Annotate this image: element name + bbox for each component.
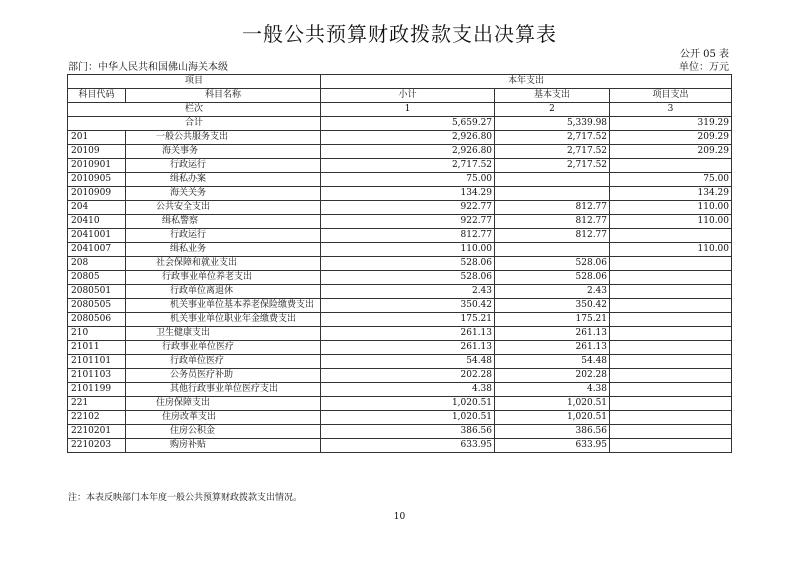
total-label: 合计 xyxy=(68,117,321,131)
row-code: 2210201 xyxy=(68,425,126,439)
table-row xyxy=(68,229,732,243)
header-name: 科目名称 xyxy=(126,89,321,103)
table-row xyxy=(68,397,732,411)
table-row xyxy=(68,369,732,383)
row-project xyxy=(610,159,732,173)
table-row xyxy=(68,383,732,397)
table-row xyxy=(68,131,732,145)
row-name: 缉私业务 xyxy=(126,243,321,257)
row-name: 社会保障和就业支出 xyxy=(126,257,321,271)
row-subtotal: 350.42 xyxy=(321,299,495,313)
row-basic: 54.48 xyxy=(495,355,610,369)
row-basic: 812.77 xyxy=(495,215,610,229)
row-basic: 2,717.52 xyxy=(495,145,610,159)
unit-label: 单位：万元 xyxy=(679,62,729,73)
row-code: 2101101 xyxy=(68,355,126,369)
total-basic: 5,339.98 xyxy=(495,117,610,131)
table-row xyxy=(68,355,732,369)
row-basic: 633.95 xyxy=(495,439,610,453)
header-item: 项目 xyxy=(68,75,321,89)
row-project: 134.29 xyxy=(610,187,732,201)
row-code: 2080501 xyxy=(68,285,126,299)
table-row xyxy=(68,299,732,313)
row-subtotal: 261.13 xyxy=(321,341,495,355)
row-basic: 175.21 xyxy=(495,313,610,327)
row-subtotal: 528.06 xyxy=(321,257,495,271)
table-row xyxy=(68,159,732,173)
table-row xyxy=(68,341,732,355)
row-subtotal: 528.06 xyxy=(321,271,495,285)
row-name: 缉私警察 xyxy=(126,215,321,229)
table-row xyxy=(68,243,732,257)
row-code: 2041007 xyxy=(68,243,126,257)
row-basic: 812.77 xyxy=(495,229,610,243)
row-name: 公共安全支出 xyxy=(126,201,321,215)
row-project xyxy=(610,411,732,425)
row-project xyxy=(610,299,732,313)
row-subtotal: 1,020.51 xyxy=(321,397,495,411)
row-code: 221 xyxy=(68,397,126,411)
row-code: 2041001 xyxy=(68,229,126,243)
column-number-3: 3 xyxy=(610,103,732,117)
footnote: 注：本表反映部门本年度一般公共预算财政拨款支出情况。 xyxy=(68,493,303,503)
row-name: 住房改革支出 xyxy=(126,411,321,425)
row-code: 210 xyxy=(68,327,126,341)
department-label: 部门：中华人民共和国佛山海关本级 xyxy=(68,62,228,73)
row-name: 住房保障支出 xyxy=(126,397,321,411)
row-project xyxy=(610,425,732,439)
row-project xyxy=(610,369,732,383)
row-name: 行政事业单位医疗 xyxy=(126,341,321,355)
table-row xyxy=(68,327,732,341)
row-code: 2010909 xyxy=(68,187,126,201)
row-code: 2101103 xyxy=(68,369,126,383)
row-basic xyxy=(495,187,610,201)
row-code: 204 xyxy=(68,201,126,215)
row-subtotal: 54.48 xyxy=(321,355,495,369)
row-project: 110.00 xyxy=(610,243,732,257)
row-basic: 386.56 xyxy=(495,425,610,439)
header-basic: 基本支出 xyxy=(495,89,610,103)
row-basic xyxy=(495,173,610,187)
table-row xyxy=(68,439,732,453)
row-project: 209.29 xyxy=(610,145,732,159)
header-code: 科目代码 xyxy=(68,89,126,103)
row-basic: 2.43 xyxy=(495,285,610,299)
row-code: 20410 xyxy=(68,215,126,229)
row-code: 2010905 xyxy=(68,173,126,187)
row-name: 行政事业单位养老支出 xyxy=(126,271,321,285)
row-name: 机关事业单位职业年金缴费支出 xyxy=(126,313,321,327)
row-name: 一般公共服务支出 xyxy=(126,131,321,145)
row-subtotal: 202.28 xyxy=(321,369,495,383)
row-code: 22102 xyxy=(68,411,126,425)
row-project xyxy=(610,285,732,299)
row-code: 2080505 xyxy=(68,299,126,313)
row-subtotal: 922.77 xyxy=(321,215,495,229)
row-code: 2010901 xyxy=(68,159,126,173)
row-basic: 1,020.51 xyxy=(495,397,610,411)
row-code: 21011 xyxy=(68,341,126,355)
row-subtotal: 2,926.80 xyxy=(321,131,495,145)
header-row-1 xyxy=(68,75,732,89)
row-name: 其他行政事业单位医疗支出 xyxy=(126,383,321,397)
table-row xyxy=(68,285,732,299)
row-basic: 2,717.52 xyxy=(495,159,610,173)
row-subtotal: 75.00 xyxy=(321,173,495,187)
row-name: 行政单位医疗 xyxy=(126,355,321,369)
row-project xyxy=(610,355,732,369)
row-code: 2080506 xyxy=(68,313,126,327)
row-subtotal: 922.77 xyxy=(321,201,495,215)
total-subtotal: 5,659.27 xyxy=(321,117,495,131)
row-subtotal: 2,717.52 xyxy=(321,159,495,173)
row-project xyxy=(610,439,732,453)
row-project xyxy=(610,341,732,355)
row-basic: 261.13 xyxy=(495,327,610,341)
row-project xyxy=(610,383,732,397)
row-subtotal: 134.29 xyxy=(321,187,495,201)
table-row xyxy=(68,173,732,187)
row-code: 208 xyxy=(68,257,126,271)
table-row xyxy=(68,145,732,159)
row-basic: 1,020.51 xyxy=(495,411,610,425)
row-name: 海关关务 xyxy=(126,187,321,201)
header-project: 项目支出 xyxy=(610,89,732,103)
table-row xyxy=(68,425,732,439)
row-code: 2101199 xyxy=(68,383,126,397)
total-row xyxy=(68,117,732,131)
row-code: 20109 xyxy=(68,145,126,159)
row-basic: 528.06 xyxy=(495,257,610,271)
row-name: 公务员医疗补助 xyxy=(126,369,321,383)
row-name: 卫生健康支出 xyxy=(126,327,321,341)
column-label: 栏次 xyxy=(68,103,321,117)
row-subtotal: 261.13 xyxy=(321,327,495,341)
table-row xyxy=(68,215,732,229)
row-name: 行政运行 xyxy=(126,229,321,243)
row-project xyxy=(610,229,732,243)
row-name: 机关事业单位基本养老保险缴费支出 xyxy=(126,299,321,313)
row-subtotal: 4.38 xyxy=(321,383,495,397)
row-subtotal: 812.77 xyxy=(321,229,495,243)
total-project: 319.29 xyxy=(610,117,732,131)
table-row xyxy=(68,201,732,215)
row-code: 201 xyxy=(68,131,126,145)
row-basic: 812.77 xyxy=(495,201,610,215)
row-project xyxy=(610,271,732,285)
column-number-1: 1 xyxy=(321,103,495,117)
column-number-2: 2 xyxy=(495,103,610,117)
row-basic xyxy=(495,243,610,257)
row-basic: 261.13 xyxy=(495,341,610,355)
row-subtotal: 633.95 xyxy=(321,439,495,453)
row-name: 行政运行 xyxy=(126,159,321,173)
row-basic: 350.42 xyxy=(495,299,610,313)
row-project xyxy=(610,313,732,327)
header-current-year: 本年支出 xyxy=(321,75,732,89)
row-project xyxy=(610,257,732,271)
table-row xyxy=(68,271,732,285)
page-number: 10 xyxy=(393,512,406,522)
row-basic: 2,717.52 xyxy=(495,131,610,145)
row-project: 110.00 xyxy=(610,215,732,229)
row-subtotal: 175.21 xyxy=(321,313,495,327)
table-row xyxy=(68,313,732,327)
row-project: 209.29 xyxy=(610,131,732,145)
row-name: 海关事务 xyxy=(126,145,321,159)
row-subtotal: 2.43 xyxy=(321,285,495,299)
report-title: 一般公共预算财政拨款支出决算表 xyxy=(242,22,557,46)
document-number: 公开 05 表 xyxy=(679,49,729,60)
row-basic: 202.28 xyxy=(495,369,610,383)
row-code: 20805 xyxy=(68,271,126,285)
table-row xyxy=(68,187,732,201)
header-row-3 xyxy=(68,103,732,117)
row-project: 110.00 xyxy=(610,201,732,215)
row-basic: 528.06 xyxy=(495,271,610,285)
row-subtotal: 110.00 xyxy=(321,243,495,257)
row-code: 2210203 xyxy=(68,439,126,453)
row-subtotal: 386.56 xyxy=(321,425,495,439)
row-name: 缉私办案 xyxy=(126,173,321,187)
row-name: 购房补贴 xyxy=(126,439,321,453)
row-basic: 4.38 xyxy=(495,383,610,397)
row-project xyxy=(610,397,732,411)
row-project: 75.00 xyxy=(610,173,732,187)
table-row xyxy=(68,257,732,271)
row-subtotal: 2,926.80 xyxy=(321,145,495,159)
row-subtotal: 1,020.51 xyxy=(321,411,495,425)
header-row-2 xyxy=(68,89,732,103)
header-subtotal: 小计 xyxy=(321,89,495,103)
expenditure-table xyxy=(67,74,732,453)
table-row xyxy=(68,411,732,425)
row-name: 行政单位离退休 xyxy=(126,285,321,299)
row-name: 住房公积金 xyxy=(126,425,321,439)
row-project xyxy=(610,327,732,341)
